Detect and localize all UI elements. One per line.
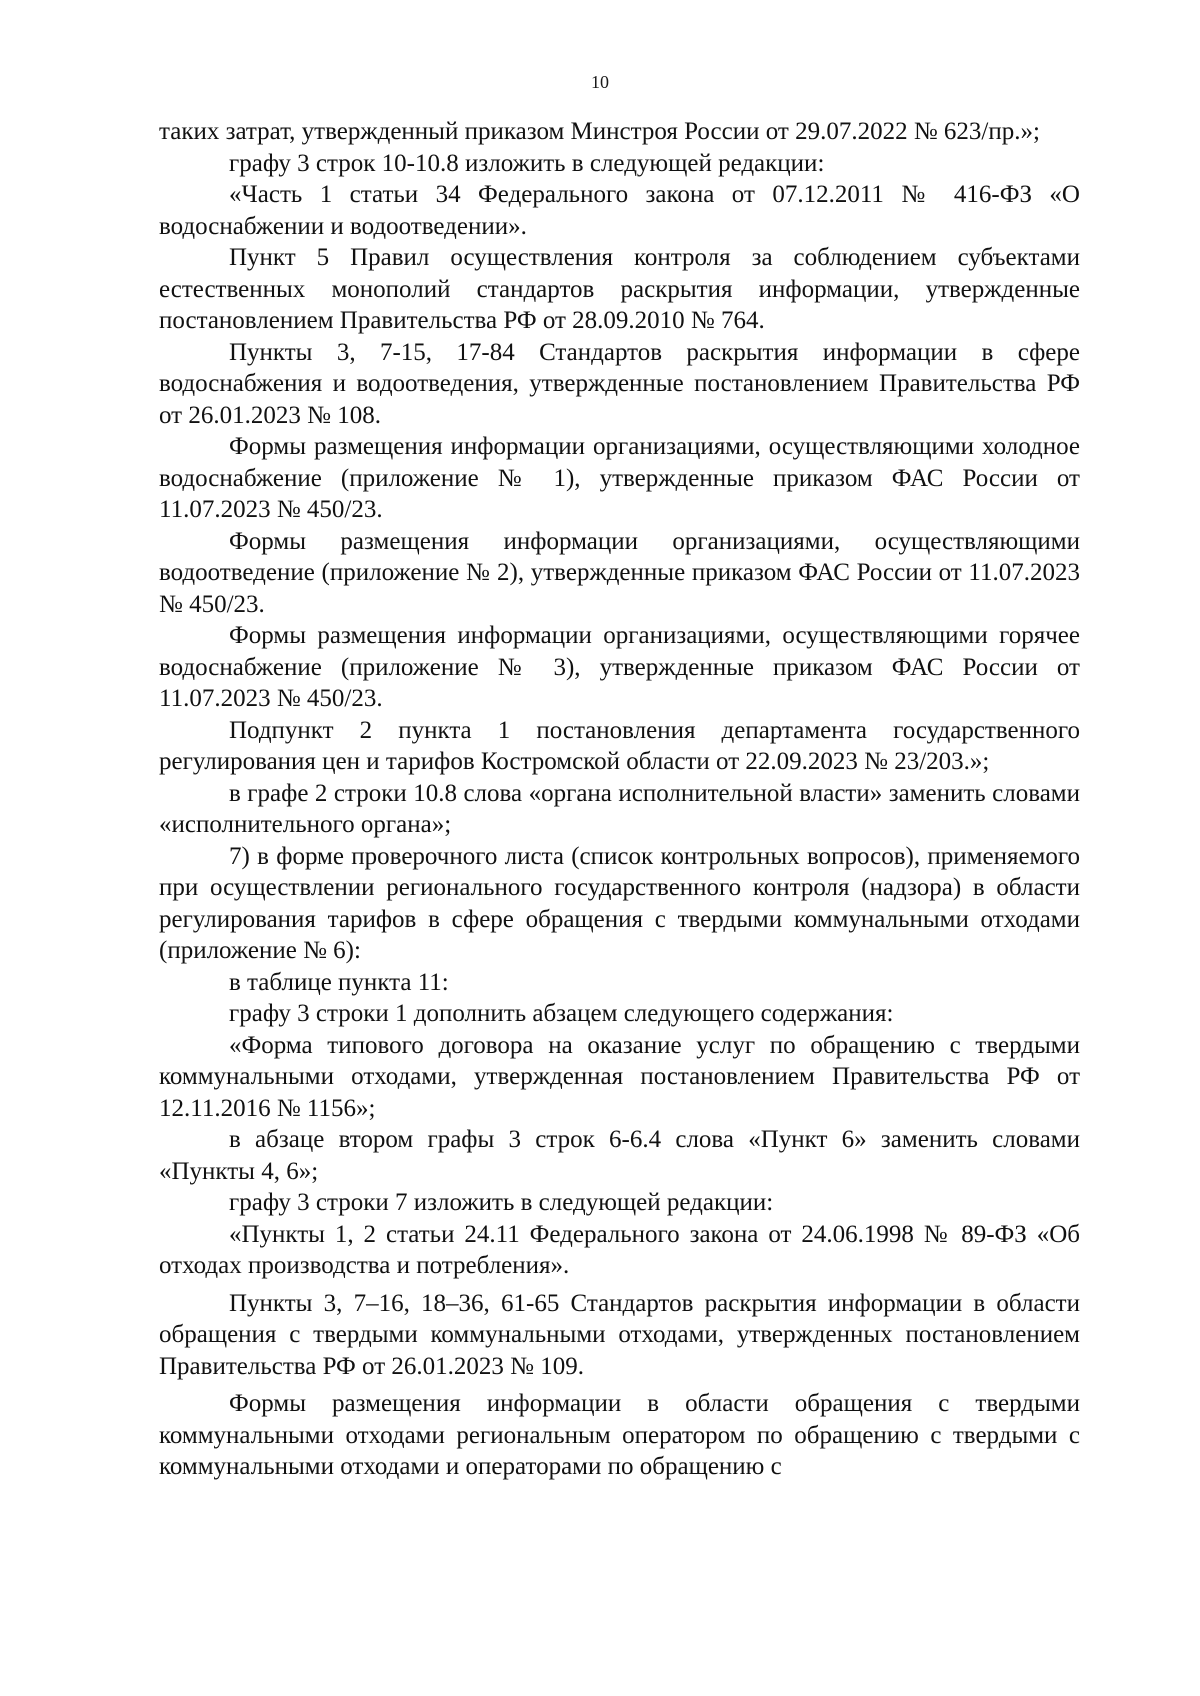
paragraph: «Форма типового договора на оказание услуг по обращению с твердыми коммунальными отходами, утвержденная постановлением Правительства РФ от 12.11.2016 № 1156»; (159, 1031, 1080, 1122)
paragraph: в таблице пункта 11: (229, 968, 449, 996)
paragraph: в абзаце втором графы 3 строк 6-6.4 слова «Пункт 6» заменить словами «Пункты 4, 6»; (159, 1126, 1080, 1185)
document-body (159, 116, 1080, 1483)
paragraph: Формы размещения информации организациями, осуществляющими водоотведение (приложение № 2), утвержденные приказом ФАС России от 11.07.2023 № 450/23. (159, 527, 1080, 618)
paragraph: Формы размещения информации организациями, осуществляющими холодное водоснабжение (приложение № 1), утвержденные приказом ФАС России от 11.07.2023 № 450/23. (159, 433, 1080, 523)
paragraph: Пункты 3, 7–16, 18–36, 61-65 Стандартов раскрытия информации в области обращения с твердыми коммунальными отходами, утвержденных постановлением Правительства РФ от 26.01.2023 № 109. (159, 1289, 1080, 1380)
paragraph: в графе 2 строки 10.8 слова «органа исполнительной власти» заменить словами «исполнительного органа»; (159, 779, 1080, 838)
paragraph: 7) в форме проверочного листа (список контрольных вопросов), применяемого при осуществлении регионального государственного контроля (надзора) в области регулирования тарифов в сфере обращения с твердыми коммунальными отходами (приложение № 6): (159, 842, 1080, 964)
paragraph: Пункты 3, 7-15, 17-84 Стандартов раскрытия информации в сфере водоснабжения и водоотведения, утвержденные постановлением Правительства РФ от 26.01.2023 № 108. (159, 338, 1080, 429)
paragraph: Подпункт 2 пункта 1 постановления департамента государственного регулирования цен и тарифов Костромской области от 22.09.2023 № 23/203.»; (159, 716, 1080, 775)
paragraph-continuation: таких затрат, утвержденный приказом Минстроя России от 29.07.2022 № 623/пр.»; (159, 118, 1040, 145)
page-number: 10 (591, 72, 609, 92)
paragraph: Формы размещения информации в области обращения с твердыми коммунальными отходами региональным оператором по обращению с твердыми с коммунальными отходами и операторами по обращению с (159, 1390, 1080, 1480)
paragraph: графу 3 строки 7 изложить в следующей редакции: (229, 1189, 774, 1216)
paragraph: Формы размещения информации организациями, осуществляющими горячее водоснабжение (приложение № 3), утвержденные приказом ФАС России от 11.07.2023 № 450/23. (159, 622, 1080, 712)
paragraph: «Пункты 1, 2 статьи 24.11 Федерального закона от 24.06.1998 № 89-ФЗ «Об отходах производства и потребления». (159, 1220, 1080, 1279)
paragraph: графу 3 строки 1 дополнить абзацем следующего содержания: (229, 1000, 894, 1027)
paragraph: графу 3 строк 10-10.8 изложить в следующей редакции: (229, 149, 825, 177)
paragraph: «Часть 1 статьи 34 Федерального закона от 07.12.2011 № 416-ФЗ «О водоснабжении и водоотведении». (159, 181, 1080, 240)
paragraph: Пункт 5 Правил осуществления контроля за соблюдением субъектами естественных монополий стандартов раскрытия информации, утвержденные постановлением Правительства РФ от 28.09.2010 № 764. (159, 244, 1080, 334)
